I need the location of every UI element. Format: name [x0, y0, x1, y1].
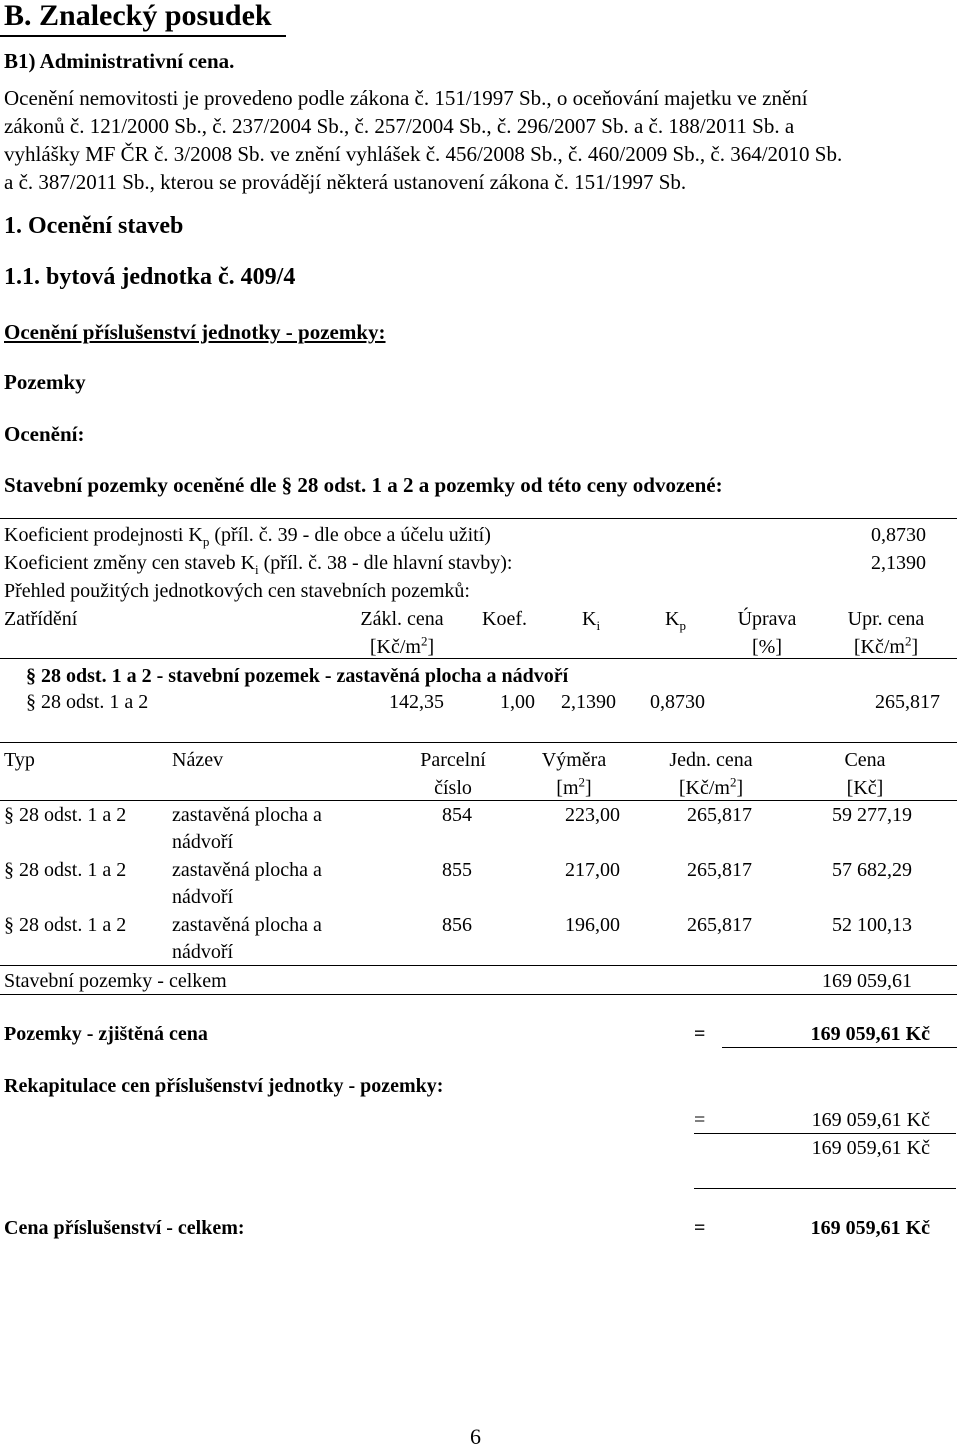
table-row-cena: 57 682,29 — [832, 859, 912, 881]
coef-kp-value: 0,8730 — [871, 524, 926, 546]
col-header-nazev: Název — [172, 749, 224, 771]
section-title-oceneni-staveb: 1. Ocenění staveb — [4, 213, 184, 239]
table-row-nazev: zastavěná plocha a — [172, 914, 322, 936]
unit-price-overview-label: Přehled použitých jednotkových cen stavebních pozemků: — [4, 580, 470, 602]
rekapitulace-subtotal: 169 059,61 Kč — [811, 1137, 930, 1159]
page-number: 6 — [470, 1424, 481, 1449]
table-row-jedn: 265,817 — [687, 914, 752, 936]
subsection-title-prislusenstvi: Ocenění příslušenství jednotky - pozemky: — [4, 320, 386, 344]
col-header-zakl-unit: $[Kč/m^2]$ — [369, 633, 435, 658]
col-header-jedn-cena: Jedn. cena — [669, 749, 753, 771]
col-header-uprava: Úprava — [737, 608, 797, 630]
col-header-vymera: Výměra — [541, 749, 607, 771]
celkem-label: Cena příslušenství - celkem: — [4, 1217, 245, 1239]
heading-underline — [0, 35, 286, 37]
intro-line: zákonů č. 121/2000 Sb., č. 237/2004 Sb., č. 257/2004 Sb., č. 296/2007 Sb. a č. 188/2011 Sb. a — [4, 114, 795, 138]
unit-row-ki: 2,1390 — [561, 691, 616, 713]
col-header-jedn-unit: $[Kč/m^2]$ — [678, 774, 744, 799]
table-row-typ: § 28 odst. 1 a 2 — [4, 914, 127, 936]
document-heading: B. Znalecký posudek — [4, 0, 272, 32]
unit-row-label: § 28 odst. 1 a 2 — [26, 691, 149, 713]
col-header-upr-cena: Upr. cena — [847, 608, 925, 630]
col-header-vymera-unit: $[m^2]$ — [556, 774, 592, 799]
table-row-parcela: 855 — [442, 859, 472, 881]
unit-row-kp: 0,8730 — [650, 691, 705, 713]
subsection-title-oceneni: Ocenění: — [4, 422, 85, 446]
coef-ki-value: 2,1390 — [871, 552, 926, 574]
table-row-jedn: 265,817 — [687, 804, 752, 826]
coef-ki-label: Koeficient změny cen staveb $K_i$ (příl. č. 38 - dle hlavní stavby): — [4, 552, 513, 577]
table-rule — [0, 518, 957, 519]
col-header-ki: $K_i$ — [582, 608, 601, 633]
col-header-cislo: číslo — [434, 777, 472, 799]
celkem-value: 169 059,61 Kč — [810, 1217, 930, 1239]
table-row-nazev-cont: nádvoří — [172, 886, 234, 908]
table-row-parcela: 854 — [442, 804, 472, 826]
zjistena-cena-value: 169 059,61 Kč — [810, 1023, 930, 1045]
table-row-vymera: 217,00 — [565, 859, 620, 881]
summary-rule — [694, 1188, 956, 1189]
unit-group-title: § 28 odst. 1 a 2 - stavební pozemek - zastavěná plocha a nádvoří — [26, 665, 569, 687]
intro-line: vyhlášky MF ČR č. 3/2008 Sb. ve znění vyhlášek č. 456/2008 Sb., č. 460/2009 Sb., č. 364/2010 Sb. — [4, 142, 843, 166]
col-header-cena-unit: [Kč] — [846, 777, 884, 799]
col-header-cena: Cena — [844, 749, 886, 771]
table-row-cena: 52 100,13 — [832, 914, 912, 936]
table-rule — [0, 742, 957, 743]
col-header-typ: Typ — [4, 749, 35, 771]
table-row-jedn: 265,817 — [687, 859, 752, 881]
table-row-typ: § 28 odst. 1 a 2 — [4, 804, 127, 826]
col-header-zatrideni: Zatřídění — [4, 608, 78, 630]
col-header-koef: Koef. — [482, 608, 527, 630]
table-row-parcela: 856 — [442, 914, 472, 936]
table-row-vymera: 196,00 — [565, 914, 620, 936]
rekapitulace-equals: = — [694, 1109, 706, 1131]
col-header-parcelni: Parcelní — [420, 749, 486, 771]
celkem-equals: = — [694, 1217, 706, 1239]
rekapitulace-value: 169 059,61 Kč — [811, 1109, 930, 1131]
table-row-cena: 59 277,19 — [832, 804, 912, 826]
table-rule — [0, 800, 957, 801]
summary-rule — [694, 1133, 956, 1134]
total-label: Stavební pozemky - celkem — [4, 970, 227, 992]
table-row-nazev: zastavěná plocha a — [172, 804, 322, 826]
section-title-bytova-jednotka: 1.1. bytová jednotka č. 409/4 — [4, 264, 296, 290]
col-header-uprava-unit: [%] — [752, 636, 782, 658]
col-header-kp: $K_p$ — [665, 608, 686, 633]
unit-row-zakl: 142,35 — [389, 691, 444, 713]
subsection-title-pozemky: Pozemky — [4, 370, 86, 394]
intro-line: Ocenění nemovitosti je provedeno podle zákona č. 151/1997 Sb., o oceňování majetku ve znění — [4, 86, 808, 110]
zjistena-cena-label: Pozemky - zjištěná cena — [4, 1023, 208, 1045]
zjistena-cena-equals: = — [694, 1023, 706, 1045]
table-row-nazev-cont: nádvoří — [172, 831, 234, 853]
table-row-typ: § 28 odst. 1 a 2 — [4, 859, 127, 881]
table-row-nazev-cont: nádvoří — [172, 941, 234, 963]
summary-rule — [722, 1047, 957, 1048]
col-header-upr-unit: $[Kč/m^2]$ — [853, 633, 919, 658]
intro-line: a č. 387/2011 Sb., kterou se provádějí některá ustanovení zákona č. 151/1997 Sb. — [4, 170, 687, 194]
col-header-zakl-cena: Zákl. cena — [360, 608, 444, 630]
section-b1-title: B1) Administrativní cena. — [4, 49, 235, 73]
table-rule — [0, 994, 957, 995]
subsection-title-stavebni-pozemky: Stavební pozemky oceněné dle § 28 odst. 1 a 2 a pozemky od této ceny odvozené: — [4, 473, 723, 497]
table-rule — [0, 658, 957, 659]
table-rule — [0, 965, 957, 966]
total-value: 169 059,61 — [822, 970, 912, 992]
table-row-nazev: zastavěná plocha a — [172, 859, 322, 881]
unit-row-koef: 1,00 — [500, 691, 535, 713]
table-row-vymera: 223,00 — [565, 804, 620, 826]
unit-row-upr-cena: 265,817 — [875, 691, 940, 713]
coef-kp-label: Koeficient prodejnosti $K_p$ (příl. č. 39 - dle obce a účelu užití) — [4, 524, 491, 549]
rekapitulace-label: Rekapitulace cen příslušenství jednotky - pozemky: — [4, 1075, 444, 1097]
